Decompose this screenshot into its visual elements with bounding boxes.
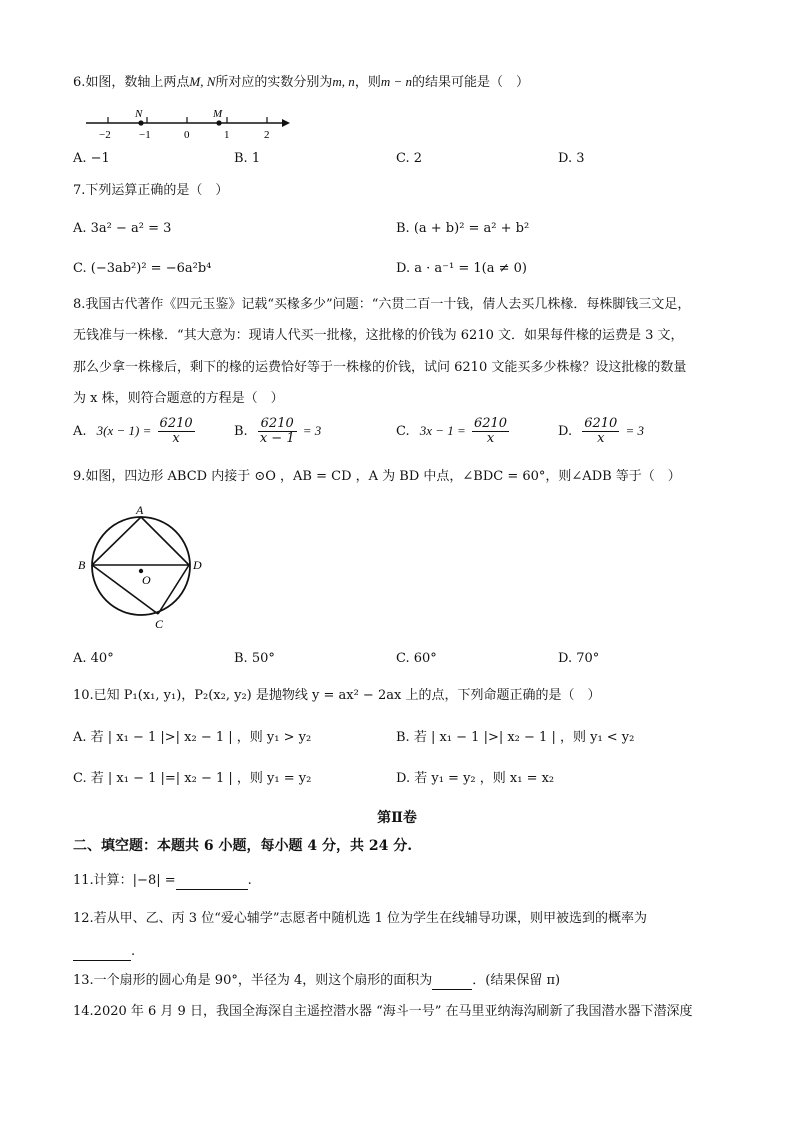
fraction-denominator: x — [597, 431, 605, 446]
q8-option-b[interactable] — [234, 417, 321, 446]
point-label-a: A — [136, 503, 144, 517]
q8-option-d[interactable] — [558, 417, 644, 446]
q7-option-b[interactable]: B. (a + b)² = a² + b² — [396, 221, 530, 236]
q13 — [73, 973, 560, 990]
q6-option-c[interactable]: C. 2 — [396, 151, 423, 166]
q6-stem — [73, 74, 529, 91]
fraction-denominator: x − 1 — [259, 431, 295, 446]
q8-line: 无钱准与一株椽．“其大意为：现请人代买一批椽，这批椽的价钱为 6210 文．如果每件椽的运费是 3 文， — [73, 328, 684, 343]
fraction — [582, 417, 619, 446]
option-label: D. — [558, 424, 573, 439]
point-label-o: O — [142, 573, 151, 587]
fraction — [158, 417, 195, 446]
axis-tick-label: 0 — [184, 129, 190, 141]
q6-option-d[interactable]: D. 3 — [558, 151, 585, 166]
q12-answer-blank[interactable] — [73, 944, 131, 961]
fraction-denominator: x — [486, 431, 495, 446]
q13-answer-blank[interactable] — [432, 973, 472, 990]
q7-stem: 7.下列运算正确的是（ ） — [73, 183, 229, 198]
option-label: A. — [73, 424, 87, 439]
q10-option-a[interactable]: A. 若 | x₁ − 1 |>| x₂ − 1 | ，则 y₁ > y₂ — [73, 730, 312, 745]
q10-option-c[interactable]: C. 若 | x₁ − 1 |=| x₂ − 1 | ，则 y₁ = y₂ — [73, 771, 312, 786]
q7-option-a[interactable]: A. 3a² − a² = 3 — [73, 221, 172, 236]
q13-stem: 13.一个扇形的圆心角是 90°，半径为 4，则这个扇形的面积为 — [73, 973, 433, 988]
q8-line: 那么少拿一株椽后，剩下的椽的运费恰好等于一株椽的价钱，试问 6210 文能买多少株椽？设这批椽的数量 — [73, 360, 687, 375]
part2-title: 第Ⅱ卷 — [377, 810, 417, 826]
option-expr: 3(x − 1) = — [96, 423, 152, 438]
axis-point-m: M — [213, 108, 223, 120]
q6-option-a[interactable]: A. −1 — [73, 151, 110, 166]
q10-option-d[interactable]: D. 若 y₁ = y₂ ，则 x₁ = x₂ — [396, 771, 555, 786]
fraction-numerator: 6210 — [584, 416, 618, 431]
q6-expr: m − n — [380, 74, 412, 89]
q6-number-line — [84, 106, 296, 142]
point-label-d: D — [193, 558, 202, 572]
option-label: B. — [234, 424, 248, 439]
q11-answer-blank[interactable] — [176, 873, 248, 890]
axis-point-n: N — [135, 108, 143, 120]
q10-stem: 10.已知 P₁(x₁, y₁)，P₂(x₂, y₂) 是抛物线 y = ax² − 2ax 上的点，下列命题正确的是（ ） — [73, 688, 601, 703]
fraction-numerator: 6210 — [258, 417, 297, 432]
q11-stem: 11.计算：|−8| = — [73, 873, 176, 888]
fraction-denominator: x — [172, 431, 180, 446]
fraction-numerator: 6210 — [473, 416, 508, 431]
q7-option-c[interactable]: C. (−3ab²)² = −6a²b⁴ — [73, 261, 212, 276]
q6-vars: m, n — [332, 74, 355, 89]
q8-line: 8.我国古代著作《四元玉鉴》记载“买椽多少”问题：“六贯二百一十钱，倩人去买几株椽．每株脚钱三文足， — [73, 297, 691, 312]
point-label-b: B — [78, 558, 86, 572]
q9-option-a[interactable]: A. 40° — [73, 651, 114, 666]
axis-tick-label: 1 — [224, 129, 230, 141]
q9-option-d[interactable]: D. 70° — [558, 651, 600, 666]
option-expr: = 3 — [625, 423, 644, 438]
axis-tick-label: −1 — [139, 129, 151, 141]
q10-option-b[interactable]: B. 若 | x₁ − 1 |>| x₂ − 1 | ，则 y₁ < y₂ — [396, 730, 635, 745]
option-label: C. — [396, 424, 410, 439]
q8-option-a[interactable] — [73, 417, 197, 446]
q9-stem: 9.如图，四边形 ABCD 内接于 ⊙O ，AB = CD ，A 为 BD 中点，∠BDC = 60°，则∠ADB 等于（ ） — [73, 469, 681, 484]
fraction — [472, 417, 509, 446]
q9-circle-figure — [74, 502, 214, 638]
q8-line: 为 x 株，则符合题意的方程是（ ） — [73, 391, 284, 406]
axis-tick-label: −2 — [99, 129, 111, 141]
q7-option-d[interactable]: D. a · a⁻¹ = 1(a ≠ 0) — [396, 261, 527, 276]
q6-stem-text-3: ，则 — [354, 75, 381, 90]
q11 — [73, 873, 252, 890]
q9-option-c[interactable]: C. 60° — [396, 651, 437, 666]
q14-stem: 14.2020 年 6 月 9 日，我国全海深自主遥控潜水器 “海斗一号” 在马里亚纳海沟刷新了我国潜水器下潜深度 — [73, 1004, 693, 1019]
option-expr: 3x − 1 = — [419, 423, 466, 438]
q12-answer — [73, 944, 135, 961]
q13-tail: ．(结果保留 π) — [472, 973, 561, 988]
point-label-c: C — [155, 617, 164, 631]
q12-tail: . — [131, 944, 136, 959]
q11-tail: . — [247, 873, 252, 888]
q12-stem: 12.若从甲、乙、丙 3 位“爱心辅学”志愿者中随机选 1 位为学生在线辅导功课，则甲被选到的概率为 — [73, 911, 648, 926]
q8-option-c[interactable] — [396, 417, 511, 446]
q9-option-b[interactable]: B. 50° — [234, 651, 275, 666]
fraction — [258, 417, 297, 446]
circle-o — [92, 517, 190, 615]
q6-points: M, N — [189, 74, 216, 89]
q6-stem-text-4: 的结果可能是（ ） — [412, 75, 530, 90]
axis-tick-label: 2 — [264, 129, 270, 141]
q6-stem-text: 6.如图，数轴上两点 — [73, 75, 190, 90]
q6-stem-text-2: 所对应的实数分别为 — [215, 75, 333, 90]
section-heading: 二、填空题：本题共 6 小题，每小题 4 分，共 24 分. — [73, 838, 413, 854]
option-expr: = 3 — [302, 423, 322, 438]
fraction-numerator: 6210 — [159, 416, 193, 431]
q6-option-b[interactable]: B. 1 — [234, 151, 261, 166]
